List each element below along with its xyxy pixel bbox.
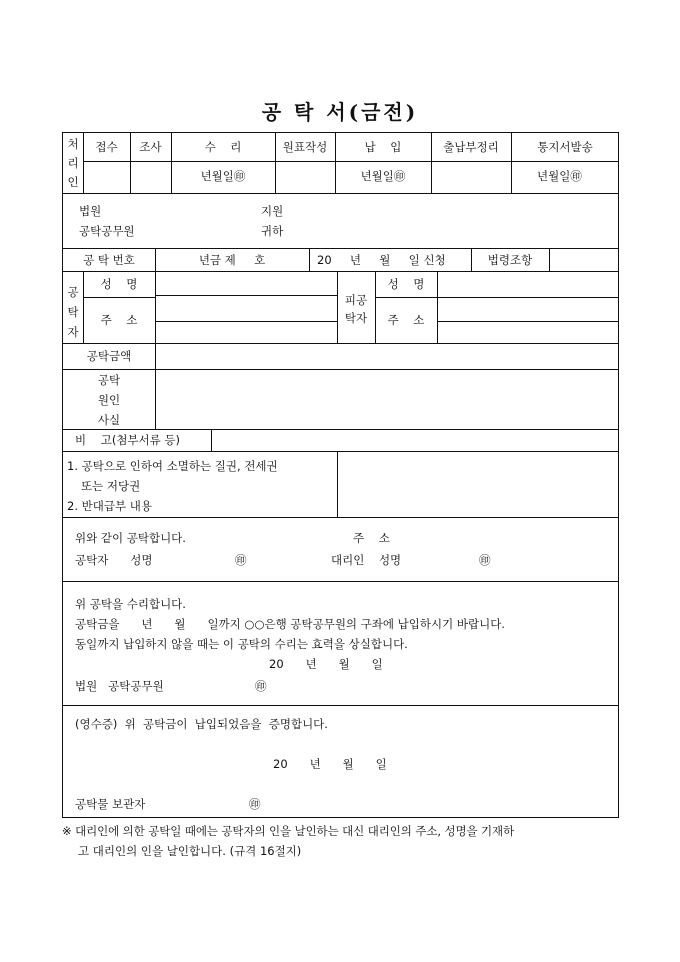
cause-label-1: 공탁 <box>97 373 121 387</box>
depositee-name-label: 성 명 <box>387 277 425 291</box>
depositee-side-2: 탁자 <box>344 311 368 325</box>
acceptance-line-3: 동일까지 납입하지 않을 때는 이 공탁의 수리는 효력을 상실합니다. <box>75 637 408 651</box>
accepted-date-seal: 년월일㊞ <box>200 169 246 183</box>
registry-header-cashbook: 출납부정리 <box>443 140 499 154</box>
remarks-label: 비 고(첨부서류 등) <box>75 433 181 447</box>
form-title: 공 탁 서(금전) <box>261 100 419 124</box>
extinguish-line-2: 또는 저당권 <box>81 479 141 493</box>
deposit-number-value: 년금 제 호 <box>198 253 266 267</box>
branch-label: 지원 <box>261 204 284 218</box>
acceptance-line-1: 위 공탁을 수리합니다. <box>75 597 186 611</box>
depositee-address-label: 주 소 <box>387 313 425 327</box>
cause-label-2: 원인 <box>97 393 121 407</box>
registry-header-accepted: 수 리 <box>204 140 242 154</box>
declaration-address-label: 주 소 <box>353 531 390 545</box>
acceptance-officer: 법원 공탁공무원 <box>75 679 164 693</box>
acceptance-date: 20 년 월 일 <box>269 657 383 671</box>
application-date: 20 년 월 일 신청 <box>317 253 446 267</box>
registry-header-notice: 통지서발송 <box>537 140 593 154</box>
declaration-depositor-name: 공탁자 성명 <box>75 553 153 567</box>
depositee-side-1: 피공 <box>344 293 368 307</box>
registry-header-investigated: 조사 <box>139 140 162 154</box>
officer-label: 공탁공무원 <box>79 224 135 238</box>
acceptance-line-2: 공탁금을 년 월 일까지 ○○은행 공탁공무원의 구좌에 납입하시기 바랍니다. <box>75 617 505 631</box>
honorific-label: 귀하 <box>261 224 284 238</box>
depositor-side-1: 공 <box>67 285 79 299</box>
acceptance-seal: ㊞ <box>255 679 267 693</box>
amount-label: 공탁금액 <box>86 349 132 363</box>
extinguish-line-1: 1. 공탁으로 인하여 소멸하는 질권, 전세권 <box>67 459 278 473</box>
footnote-line-2: 고 대리인의 인을 날인합니다. (규격 16절지) <box>78 844 302 858</box>
agent-seal: ㊞ <box>479 553 491 567</box>
declaration-agent-name: 대리인 성명 <box>331 553 402 567</box>
footnote-line-1: ※ 대리인에 의한 공탁일 때에는 공탁자의 인을 날인하는 대신 대리인의 주소, 성명을 기재하 <box>62 824 515 838</box>
receipt-line-1: (영수증) 위 공탁금이 납입되었음을 증명합니다. <box>75 717 328 731</box>
law-article-field[interactable] <box>557 253 612 267</box>
depositor-address-label: 주 소 <box>100 313 138 327</box>
deposit-number-label: 공 탁 번호 <box>83 253 135 267</box>
paid-date-seal: 년월일㊞ <box>360 169 406 183</box>
depositor-side-3: 자 <box>67 325 79 339</box>
registry-side-label-1: 처 <box>67 137 79 151</box>
receipt-seal: ㊞ <box>249 797 261 811</box>
registry-side-label-3: 인 <box>67 175 79 189</box>
depositor-side-2: 탁 <box>67 305 79 319</box>
receipt-date: 20 년 월 일 <box>273 757 387 771</box>
law-article-label: 법령조항 <box>487 253 533 267</box>
extinguish-line-3: 2. 반대급부 내용 <box>67 499 152 513</box>
footnote <box>62 821 622 861</box>
registry-header-received: 접수 <box>95 140 118 154</box>
registry-header-paid: 납 입 <box>364 140 402 154</box>
receipt-keeper: 공탁물 보관자 <box>75 797 146 811</box>
cause-label-3: 사실 <box>97 413 121 427</box>
court-label: 법원 <box>79 204 102 218</box>
depositor-name-label: 성 명 <box>100 277 138 291</box>
deposit-form <box>62 132 619 818</box>
declaration-text: 위와 같이 공탁합니다. <box>75 531 186 545</box>
registry-side-label-2: 리 <box>67 156 79 170</box>
depositor-seal: ㊞ <box>235 553 247 567</box>
notice-date-seal: 년월일㊞ <box>537 169 582 183</box>
registry-header-ledger: 원표작성 <box>282 140 328 154</box>
